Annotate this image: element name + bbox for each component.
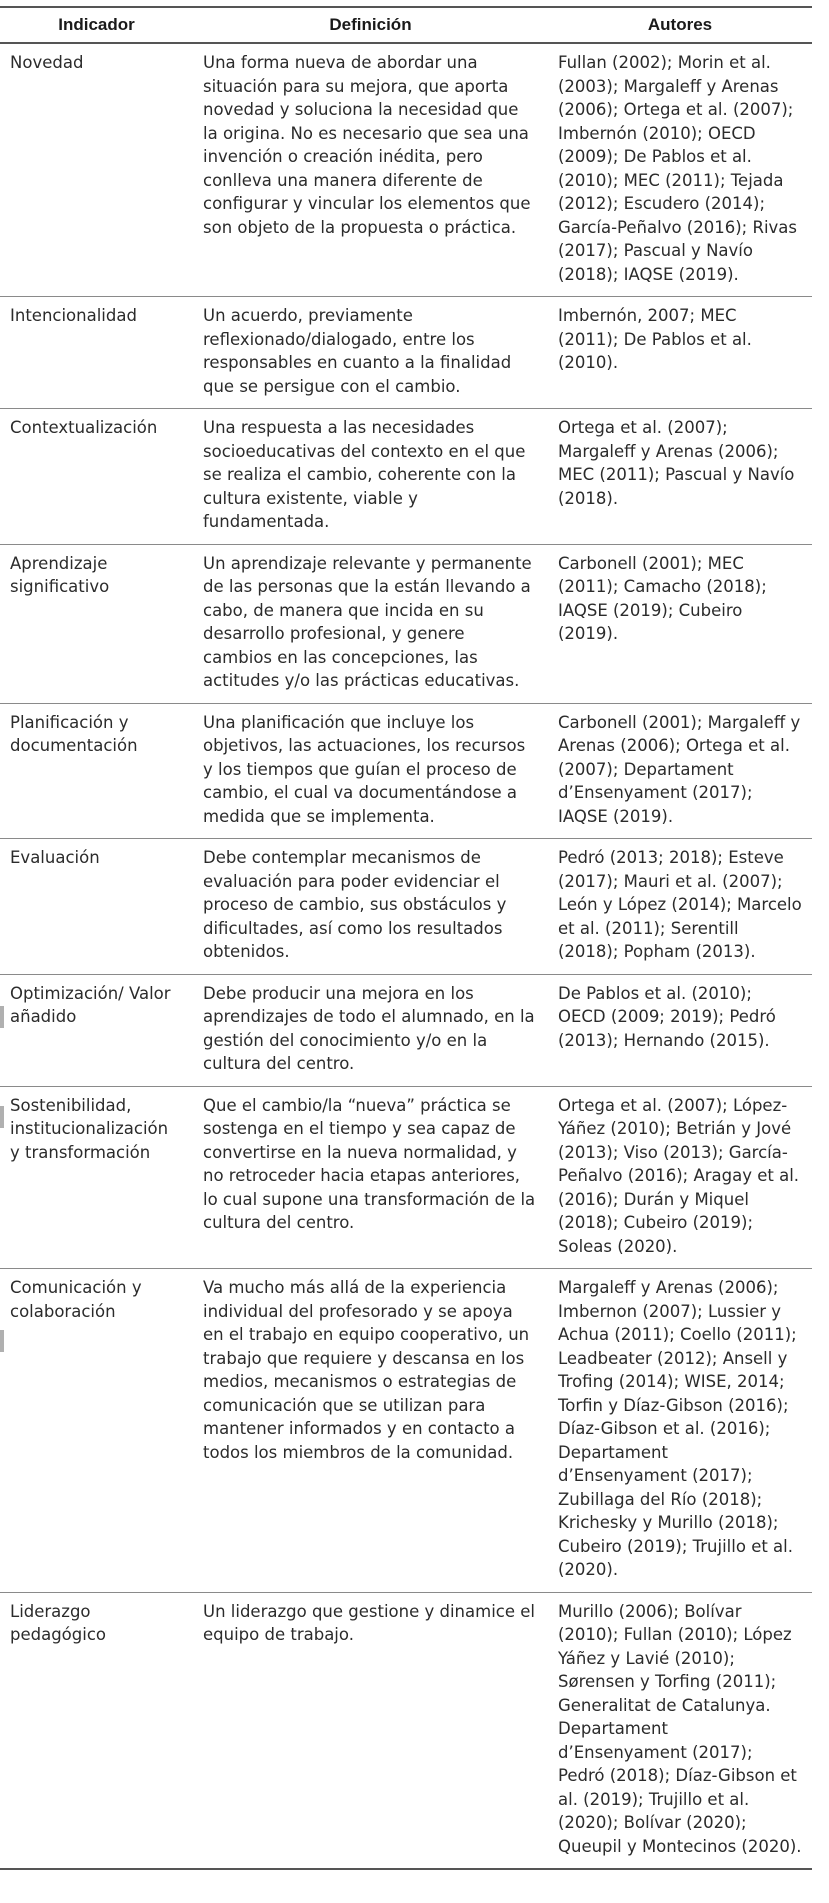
table-row bbox=[0, 409, 812, 545]
authors-cell: Margaleff y Arenas (2006); Imbernon (2007); Lussier y Achua (2011); Coello (2011); Leadbeater (2012); Ansell y Trofing (2014); WISE, 2014; Torfin y Díaz-Gibson (2016); Díaz-Gibson et al. (2016); Departament d’Ensenyament (2017); Zubillaga del Río (2018); Krichesky y Murillo (2018); Cubeiro (2019); Trujillo et al. (2020). bbox=[548, 1269, 812, 1593]
table-row bbox=[0, 839, 812, 975]
definition-cell: Una forma nueva de abordar una situación para su mejora, que aporta novedad y soluciona la necesidad que la origina. No es necesario que sea una invención o creación inédita, pero conlleva una manera diferente de configurar y vincular los elementos que son objeto de la propuesta o práctica. bbox=[193, 43, 548, 297]
authors-cell: Imbernón, 2007; MEC (2011); De Pablos et al. (2010). bbox=[548, 297, 812, 409]
table-row bbox=[0, 544, 812, 703]
definition-cell: Un acuerdo, previamente reflexionado/dialogado, entre los responsables en cuanto a la finalidad que se persigue con el cambio. bbox=[193, 297, 548, 409]
table-row bbox=[0, 974, 812, 1086]
indicator-cell: Comunicación y colaboración bbox=[0, 1269, 193, 1593]
header-indicador: Indicador bbox=[0, 7, 193, 43]
table-row bbox=[0, 297, 812, 409]
definition-cell: Un aprendizaje relevante y permanente de las personas que la están llevando a cabo, de manera que incida en su desarrollo profesional, y genere cambios en las concepciones, las actitudes y/o las prácticas educativas. bbox=[193, 544, 548, 703]
definition-cell: Debe producir una mejora en los aprendizajes de todo el alumnado, en la gestión del conocimiento y/o en la cultura del centro. bbox=[193, 974, 548, 1086]
table-row bbox=[0, 1592, 812, 1869]
table-row bbox=[0, 43, 812, 297]
definition-cell: Que el cambio/la “nueva” práctica se sostenga en el tiempo y sea capaz de convertirse en la nueva normalidad, y no retroceder hacia etapas anteriores, lo cual supone una transformación de la cultura del centro. bbox=[193, 1086, 548, 1269]
authors-cell: Fullan (2002); Morin et al. (2003); Margaleff y Arenas (2006); Ortega et al. (2007); Imbernón (2010); OECD (2009); De Pablos et al. (2010); MEC (2011); Tejada (2012); Escudero (2014); García-Peñalvo (2016); Rivas (2017); Pascual y Navío (2018); IAQSE (2019). bbox=[548, 43, 812, 297]
authors-cell: De Pablos et al. (2010); OECD (2009; 2019); Pedró (2013); Hernando (2015). bbox=[548, 974, 812, 1086]
definition-cell: Debe contemplar mecanismos de evaluación para poder evidenciar el proceso de cambio, sus obstáculos y dificultades, así como los resultados obtenidos. bbox=[193, 839, 548, 975]
indicators-table bbox=[0, 6, 812, 1870]
authors-cell: Carbonell (2001); Margaleff y Arenas (2006); Ortega et al. (2007); Departament d’Ensenyament (2017); IAQSE (2019). bbox=[548, 703, 812, 839]
indicator-cell: Planificación y documentación bbox=[0, 703, 193, 839]
header-autores: Autores bbox=[548, 7, 812, 43]
authors-cell: Ortega et al. (2007); Margaleff y Arenas (2006); MEC (2011); Pascual y Navío (2018). bbox=[548, 409, 812, 545]
left-margin-bar bbox=[0, 1106, 4, 1128]
indicator-cell: Optimización/ Valor añadido bbox=[0, 974, 193, 1086]
header-row bbox=[0, 7, 812, 43]
header-definicion: Definición bbox=[193, 7, 548, 43]
indicator-cell: Liderazgo pedagógico bbox=[0, 1592, 193, 1869]
authors-cell: Pedró (2013; 2018); Esteve (2017); Mauri et al. (2007); León y López (2014); Marcelo et al. (2011); Serentill (2018); Popham (2013). bbox=[548, 839, 812, 975]
authors-cell: Murillo (2006); Bolívar (2010); Fullan (2010); López Yáñez y Lavié (2010); Sørensen y Torfing (2011); Generalitat de Catalunya. Departament d’Ensenyament (2017); Pedró (2018); Díaz-Gibson et al. (2019); Trujillo et al. (2020); Bolívar (2020); Queupil y Montecinos (2020). bbox=[548, 1592, 812, 1869]
authors-cell: Carbonell (2001); MEC (2011); Camacho (2018); IAQSE (2019); Cubeiro (2019). bbox=[548, 544, 812, 703]
left-margin-bar bbox=[0, 1330, 4, 1352]
indicator-cell: Novedad bbox=[0, 43, 193, 297]
indicator-cell: Evaluación bbox=[0, 839, 193, 975]
table-row bbox=[0, 1269, 812, 1593]
table-body bbox=[0, 43, 812, 1869]
authors-cell: Ortega et al. (2007); López-Yáñez (2010); Betrián y Jové (2013); Viso (2013); García-Peñalvo (2016); Aragay et al. (2016); Durán y Miquel (2018); Cubeiro (2019); Soleas (2020). bbox=[548, 1086, 812, 1269]
definition-cell: Va mucho más allá de la experiencia individual del profesorado y se apoya en el trabajo en equipo cooperativo, un trabajo que requiere y descansa en los medios, mecanismos o estrategias de comunicación que se utilizan para mantener informados y en contacto a todos los miembros de la comunidad. bbox=[193, 1269, 548, 1593]
table-header bbox=[0, 7, 812, 43]
definition-cell: Una planificación que incluye los objetivos, las actuaciones, los recursos y los tiempos que guían el proceso de cambio, el cual va documentándose a medida que se implementa. bbox=[193, 703, 548, 839]
definition-cell: Una respuesta a las necesidades socioeducativas del contexto en el que se realiza el cambio, coherente con la cultura existente, viable y fundamentada. bbox=[193, 409, 548, 545]
indicator-cell: Intencionalidad bbox=[0, 297, 193, 409]
indicator-cell: Sostenibilidad, institucionalización y transformación bbox=[0, 1086, 193, 1269]
table-row bbox=[0, 1086, 812, 1269]
table-row bbox=[0, 703, 812, 839]
left-margin-bar bbox=[0, 1006, 4, 1028]
definition-cell: Un liderazgo que gestione y dinamice el equipo de trabajo. bbox=[193, 1592, 548, 1869]
indicator-cell: Contextualización bbox=[0, 409, 193, 545]
indicator-cell: Aprendizaje significativo bbox=[0, 544, 193, 703]
